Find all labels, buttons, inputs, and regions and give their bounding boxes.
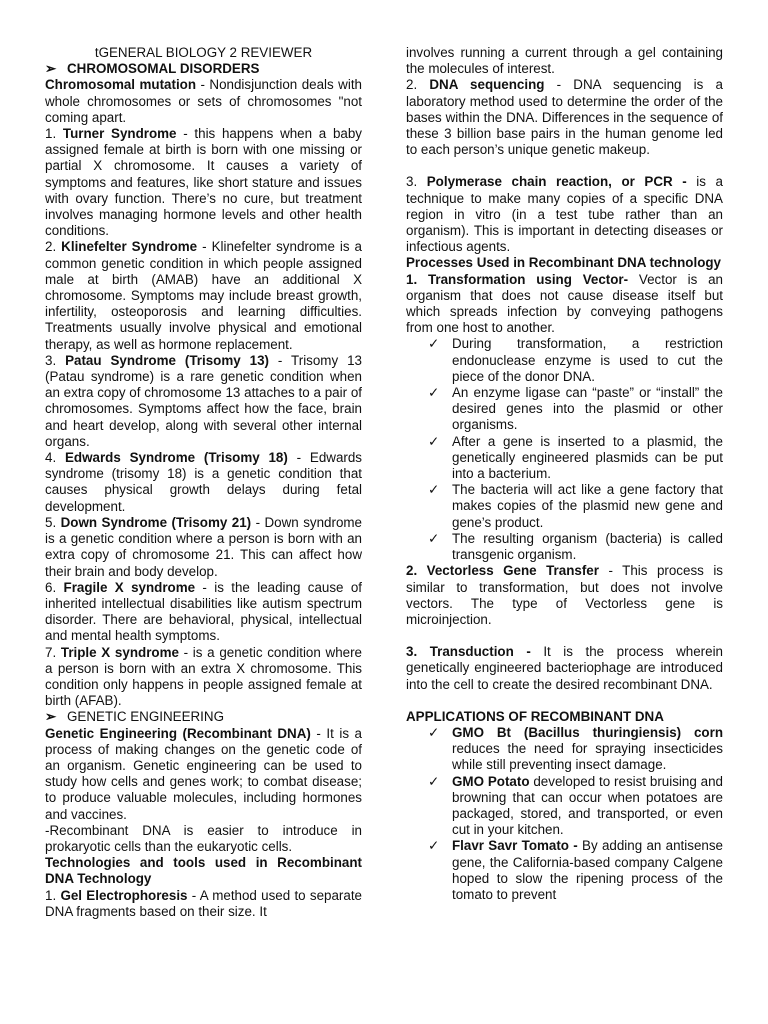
heading-technologies-tools: Technologies and tools used in Recombinant DNA Technology [45, 855, 362, 887]
list-item: ✓ An enzyme ligase can “paste” or “install” the desired genes into the plasmid or other organisms. [428, 385, 723, 433]
disorder-item-4: 4. Edwards Syndrome (Trisomy 18) - Edwards syndrome (trisomy 18) is a genetic condition that causes physical growth delays during fetal development. [45, 450, 363, 514]
checkmark-icon: ✓ [428, 530, 440, 546]
list-item: ✓ Flavr Savr Tomato - By adding an antisense gene, the California-based company Calgene hoped to slow the ripening process of the tomato to prevent [428, 838, 723, 902]
disorder-item-7: 7. Triple X syndrome - is a genetic condition where a person is born with an extra X chromosome. This condition only happens in people assigned female at birth (AFAB). [45, 644, 362, 709]
transformation-checklist [406, 336, 723, 563]
applications-checklist [406, 725, 723, 903]
checkmark-icon: ✓ [428, 336, 440, 352]
checkmark-icon: ✓ [428, 773, 440, 789]
disorder-item-3: 3. Patau Syndrome (Trisomy 13) - Trisomy 13 (Patau syndrome) is a rare genetic condition when an extra copy of chromosome 13 attaches to a pair of chromosomes. Symptoms affect how the face, brain and heart develop, along with several other internal organs. [45, 352, 362, 449]
heading-applications: APPLICATIONS OF RECOMBINANT DNA [406, 708, 664, 724]
list-item: ✓ The resulting organism (bacteria) is called transgenic organism. [428, 530, 723, 563]
paragraph-transduction: 3. Transduction - It is the process wherein genetically engineered bacteriophage are introduced into the cell to create the desired recombinant DNA. [406, 644, 723, 692]
list-item: ✓ GMO Potato developed to resist bruising and browning that can occur when potatoes are packaged, stored, and transported, or even cut in your kitchen. [428, 773, 723, 838]
list-item: ✓ The bacteria will act like a gene factory that makes copies of the plasmid new gene and gene’s product. [428, 482, 723, 530]
paragraph-vectorless-transfer: 2. Vectorless Gene Transfer - This process is similar to transformation, but does not involve vectors. The type of Vectorless gene is microinjection. [406, 563, 723, 627]
left-column [45, 45, 362, 920]
paragraph-transformation-vector: 1. Transformation using Vector- Vector is an organism that does not cause disease itself but which spreads infection by conveying pathogens from one host to another. [406, 271, 723, 336]
section-heading-genetic-engineering: ➢ GENETIC ENGINEERING [45, 709, 224, 725]
paragraph-pcr: 3. Polymerase chain reaction, or PCR - is a technique to make many copies of a specific DNA region in vitro (in a test tube rather than an organism). This is important in detecting diseases or infectious agents. [406, 174, 724, 255]
list-item: ✓ GMO Bt (Bacillus thuringiensis) corn reduces the need for spraying insecticides while still preventing insect damage. [428, 724, 723, 773]
disorder-item-5: 5. Down Syndrome (Trisomy 21) - Down syndrome is a genetic condition where a person is born with an extra copy of chromosome 21. This can affect how their brain and body develop. [45, 514, 362, 579]
spacer [406, 158, 723, 174]
paragraph-dna-sequencing: 2. DNA sequencing - DNA sequencing is a laboratory method used to determine the order of the bases within the DNA. Differences in the sequence of these 3 billion base pairs in the human genome led to each person’s unique genetic makeup. [406, 77, 723, 158]
heading-processes: Processes Used in Recombinant DNA technology [406, 255, 722, 271]
paragraph-gel-electrophoresis: 1. Gel Electrophoresis - A method used to separate DNA fragments based on their size. It [45, 887, 362, 919]
checkmark-icon: ✓ [428, 838, 440, 854]
paragraph-gel-continued: involves running a current through a gel containing the molecules of interest. [406, 45, 723, 77]
paragraph-chromosomal-mutation: Chromosomal mutation - Nondisjunction deals with whole chromosomes or sets of chromosomes "not coming apart. [45, 77, 362, 125]
disorder-item-2: 2. Klinefelter Syndrome - Klinefelter syndrome is a common genetic condition in which people assigned male at birth (AMAB) have an additional X chromosome. Symptoms may include breast growth, infertility, osteoporosis and learning difficulties. Treatments usually involve physical and emotional therapy, as well as hormone replacement. [45, 239, 363, 352]
right-column [406, 45, 723, 903]
spacer [406, 693, 723, 709]
disorder-item-1: 1. Turner Syndrome - this happens when a baby assigned female at birth is born with one missing or partial X chromosome. It causes a variety of symptoms and features, like short stature and issues with ovary function. There’s no cure, but treatment involves managing hormone levels and other health conditions. [45, 126, 362, 239]
checkmark-icon: ✓ [428, 482, 440, 498]
checkmark-icon: ✓ [428, 433, 440, 449]
checkmark-icon: ✓ [428, 385, 440, 401]
paragraph-genetic-engineering: Genetic Engineering (Recombinant DNA) - It is a process of making changes on the genetic code of an organism. Genetic engineering can be used to study how cells and genes work; to combat disease; to produce valuable molecules, including hormones and vaccines. [45, 725, 362, 822]
disorder-item-6: 6. Fragile X syndrome - is the leading cause of inherited intellectual disabilities like autism spectrum disorder. There are behavioral, physical, intellectual and mental health symptoms. [45, 579, 363, 644]
arrow-bullet-icon: ➢ [45, 61, 57, 77]
checkmark-icon: ✓ [428, 724, 440, 740]
section-heading-chromosomal-disorders: ➢ CHROMOSOMAL DISORDERS [45, 61, 260, 77]
arrow-bullet-icon: ➢ [45, 709, 57, 725]
list-item: ✓ During transformation, a restriction endonuclease enzyme is used to cut the piece of the donor DNA. [428, 336, 723, 384]
document-title: tGENERAL BIOLOGY 2 REVIEWER [94, 45, 313, 60]
spacer [406, 628, 723, 644]
paragraph-recombinant-note: -Recombinant DNA is easier to introduce in prokaryotic cells than the eukaryotic cells. [45, 822, 362, 854]
list-item: ✓ After a gene is inserted to a plasmid, the genetically engineered plasmids can be put into a bacterium. [428, 433, 723, 482]
